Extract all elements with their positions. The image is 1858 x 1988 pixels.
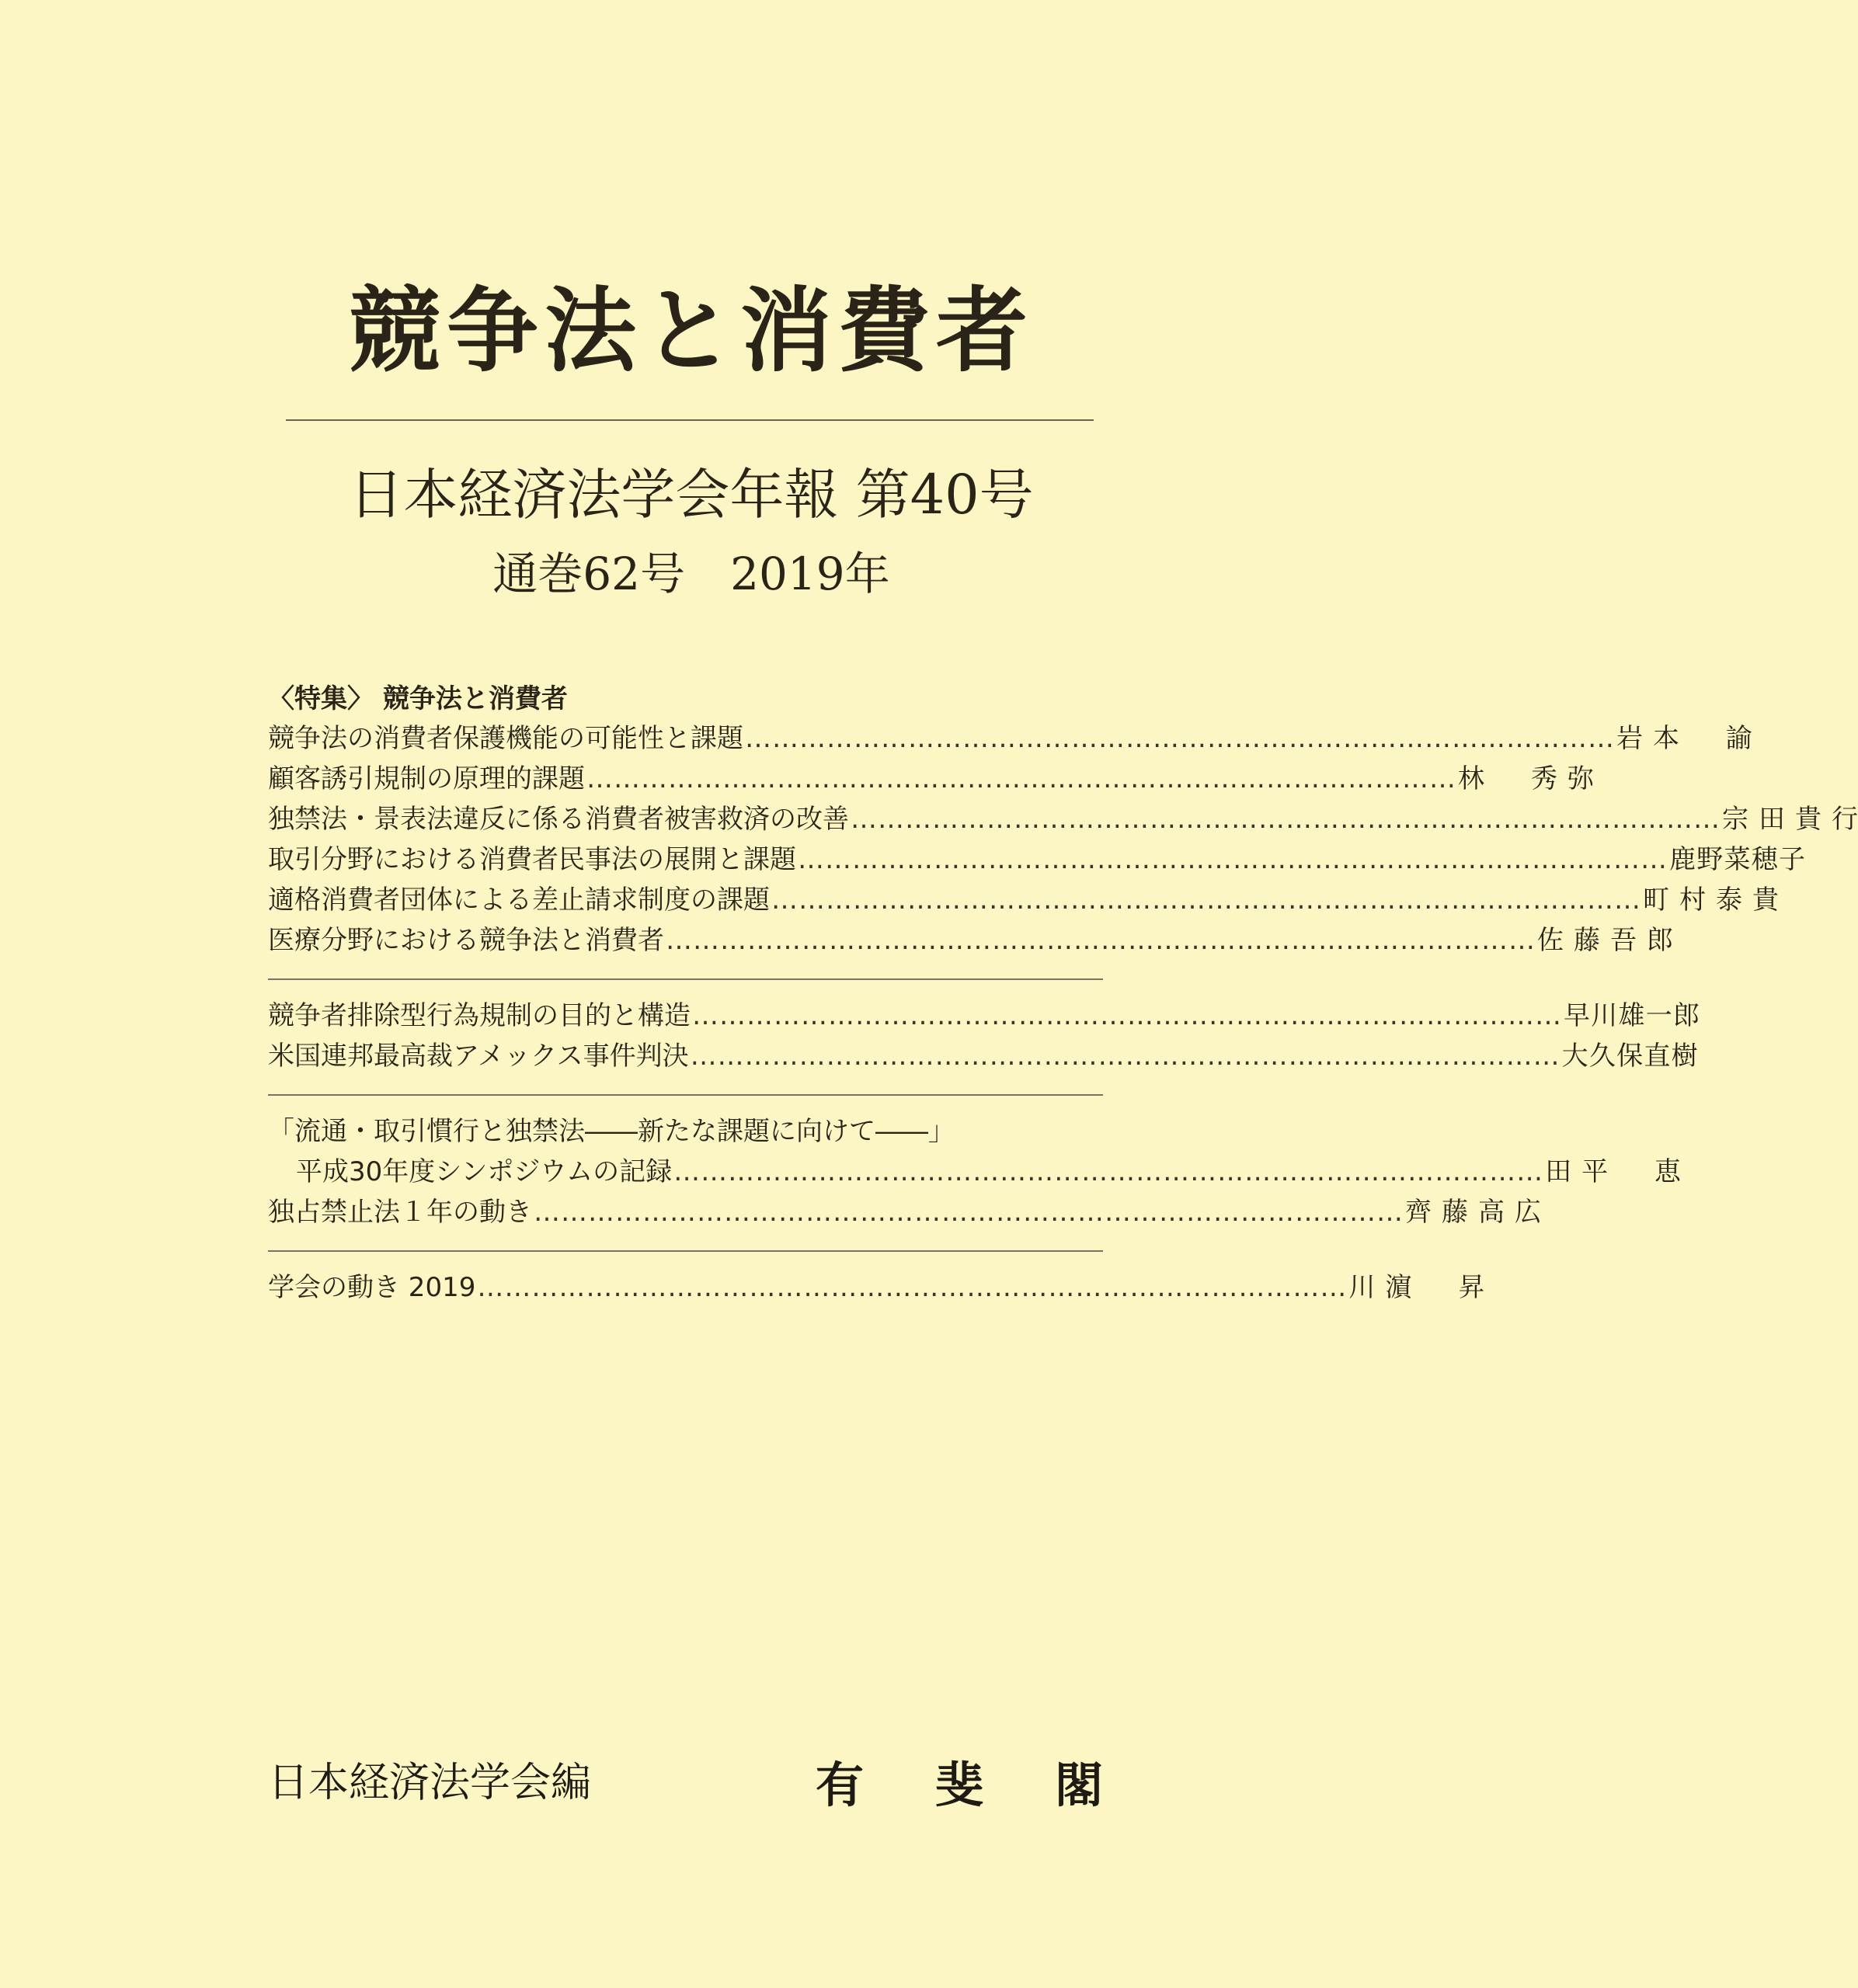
dot-leader: ……………………………………………………………………………………: [851, 804, 1721, 835]
symposium-title: 「流通・取引慣行と独禁法――新たな課題に向けて――」: [268, 1116, 955, 1147]
series-title: 日本経済法学会年報 第40号: [349, 463, 1034, 527]
toc-author: 川濵 昇: [1348, 1272, 1485, 1303]
toc-author: 早川雄一郎: [1564, 1000, 1700, 1031]
dot-leader: ……………………………………………………………………………………: [673, 1156, 1544, 1187]
toc-article-title: 取引分野における消費者民事法の展開と課題: [268, 844, 796, 875]
toc-author: 宗田貴行: [1722, 804, 1858, 835]
toc-author: 田平 恵: [1545, 1156, 1682, 1187]
toc-article-title: 学会の動き 2019: [268, 1272, 476, 1303]
toc-entry: [268, 1152, 1682, 1192]
dot-leader: ……………………………………………………………………………………: [690, 1041, 1561, 1072]
dot-leader: ……………………………………………………………………………………: [745, 723, 1615, 754]
book-title: 競争法と消費者: [348, 276, 1034, 384]
toc-article-title: 医療分野における競争法と消費者: [268, 925, 664, 956]
toc-author: 林 秀弥: [1458, 763, 1594, 794]
toc-article-title: 競争法の消費者保護機能の可能性と課題: [268, 723, 743, 754]
toc-entry: [268, 1036, 1698, 1076]
toc-author: 町村泰貴: [1643, 885, 1779, 916]
toc-author: 大久保直樹: [1561, 1041, 1698, 1072]
editor-credit: 日本経済法学会編: [268, 1760, 592, 1806]
toc-article-title: 独禁法・景表法違反に係る消費者被害救済の改善: [268, 804, 849, 835]
toc-author: 佐藤吾郎: [1537, 925, 1673, 956]
section-divider: [268, 1094, 1103, 1096]
toc-author: 鹿野菜穂子: [1669, 844, 1805, 875]
dot-leader: ……………………………………………………………………………………: [586, 763, 1456, 794]
toc-entry: [268, 996, 1700, 1036]
toc-author: 齊藤高広: [1405, 1197, 1541, 1228]
toc-entry: [268, 718, 1752, 759]
toc-article-title: 独占禁止法１年の動き: [268, 1197, 532, 1228]
dot-leader: ……………………………………………………………………………………: [771, 885, 1641, 916]
dot-leader: ……………………………………………………………………………………: [666, 925, 1536, 956]
toc-entry: [268, 799, 1858, 839]
toc-article-title: 適格消費者団体による差止請求制度の課題: [268, 885, 770, 916]
toc-article-title: 競争者排除型行為規制の目的と構造: [268, 1000, 691, 1031]
table-of-contents: [268, 679, 1858, 1308]
dot-leader: ……………………………………………………………………………………: [798, 844, 1668, 875]
dot-leader: ……………………………………………………………………………………: [534, 1197, 1404, 1228]
toc-entry: [268, 839, 1805, 880]
dot-leader: ……………………………………………………………………………………: [477, 1272, 1348, 1303]
toc-entry: [268, 759, 1594, 799]
toc-entry: [268, 1267, 1485, 1308]
toc-author: 岩本 諭: [1616, 723, 1752, 754]
section-divider: [268, 1250, 1103, 1252]
dot-leader: ……………………………………………………………………………………: [692, 1000, 1562, 1031]
toc-entry: [268, 1192, 1541, 1232]
title-rule: [286, 419, 1094, 421]
toc-article-title: 米国連邦最高裁アメックス事件判決: [268, 1041, 689, 1072]
toc-entry: [268, 920, 1673, 961]
toc-article-title: 顧客誘引規制の原理的課題: [268, 763, 585, 794]
toc-entry: [268, 880, 1779, 920]
publisher-name: 有斐閣: [816, 1757, 1103, 1813]
special-feature-heading: 〈特集〉 競争法と消費者: [268, 683, 568, 714]
volume-info: 通巻62号 2019年: [492, 547, 890, 600]
section-divider: [268, 978, 1103, 980]
toc-article-title: 平成30年度シンポジウムの記録: [296, 1156, 673, 1187]
